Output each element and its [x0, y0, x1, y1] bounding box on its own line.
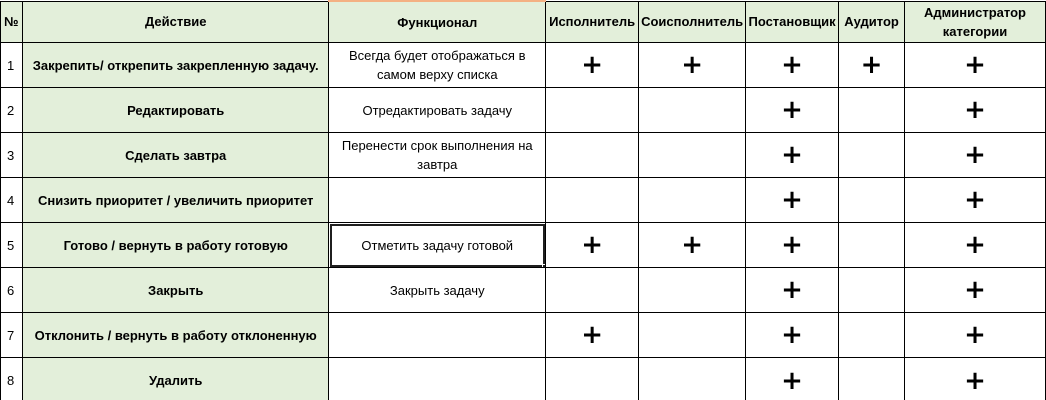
plus-mark: + [964, 95, 986, 125]
table-row [1, 358, 1046, 400]
header-row [1, 1, 1046, 43]
plus-mark: + [581, 50, 603, 80]
function-cell[interactable] [329, 178, 546, 223]
setter-permission-cell[interactable] [746, 88, 839, 133]
setter-permission-cell[interactable] [746, 268, 839, 313]
action-cell[interactable]: Закрыть [22, 268, 328, 313]
plus-mark: + [681, 50, 703, 80]
fill-handle[interactable] [542, 264, 546, 268]
auditor-permission-cell[interactable] [839, 178, 905, 223]
row-number-cell[interactable]: 5 [1, 223, 23, 268]
row-number-cell[interactable]: 7 [1, 313, 23, 358]
action-cell[interactable]: Готово / вернуть в работу готовую [22, 223, 328, 268]
auditor-permission-cell[interactable] [839, 313, 905, 358]
coexecutor-permission-cell[interactable] [639, 133, 746, 178]
table-row [1, 178, 1046, 223]
row-number-cell[interactable]: 2 [1, 88, 23, 133]
plus-mark: + [781, 185, 803, 215]
plus-mark: + [964, 230, 986, 260]
plus-mark: + [581, 230, 603, 260]
plus-mark: + [964, 275, 986, 305]
executor-permission-cell[interactable] [546, 223, 639, 268]
row-number-cell[interactable]: 8 [1, 358, 23, 400]
coexecutor-permission-cell[interactable] [639, 358, 746, 400]
setter-permission-cell[interactable] [746, 43, 839, 88]
table-row [1, 223, 1046, 268]
coexecutor-permission-cell[interactable] [639, 268, 746, 313]
row-number-cell[interactable]: 1 [1, 43, 23, 88]
coexecutor-permission-cell[interactable] [639, 178, 746, 223]
row-number-cell[interactable]: 3 [1, 133, 23, 178]
coexecutor-permission-cell[interactable] [639, 223, 746, 268]
auditor-permission-cell[interactable] [839, 358, 905, 400]
setter-permission-cell[interactable] [746, 223, 839, 268]
admin-permission-cell[interactable] [905, 313, 1046, 358]
auditor-permission-cell[interactable] [839, 43, 905, 88]
plus-mark: + [781, 365, 803, 396]
action-cell[interactable]: Снизить приоритет / увеличить приоритет [22, 178, 328, 223]
table-row [1, 43, 1046, 88]
plus-mark: + [964, 50, 986, 80]
auditor-permission-cell[interactable] [839, 88, 905, 133]
function-cell[interactable] [329, 223, 546, 268]
action-cell[interactable]: Сделать завтра [22, 133, 328, 178]
header-setter[interactable]: Постановщик [746, 1, 839, 43]
setter-permission-cell[interactable] [746, 313, 839, 358]
setter-permission-cell[interactable] [746, 358, 839, 400]
plus-mark: + [964, 365, 986, 396]
admin-permission-cell[interactable] [905, 43, 1046, 88]
row-number-cell[interactable]: 4 [1, 178, 23, 223]
executor-permission-cell[interactable] [546, 133, 639, 178]
header-auditor[interactable]: Аудитор [839, 1, 905, 43]
action-cell[interactable]: Закрепить/ открепить закрепленную задачу. [22, 43, 328, 88]
table-row [1, 88, 1046, 133]
row-number-cell[interactable]: 6 [1, 268, 23, 313]
header-action[interactable]: Действие [22, 1, 328, 43]
executor-permission-cell[interactable] [546, 313, 639, 358]
plus-mark: + [781, 275, 803, 305]
plus-mark: + [681, 230, 703, 260]
executor-permission-cell[interactable] [546, 268, 639, 313]
function-cell[interactable] [329, 358, 546, 400]
header-executor[interactable]: Исполнитель [546, 1, 639, 43]
plus-mark: + [781, 230, 803, 260]
admin-permission-cell[interactable] [905, 223, 1046, 268]
header-admin[interactable]: Администратор категории [905, 1, 1046, 43]
function-cell[interactable]: Закрыть задачу [329, 268, 546, 313]
coexecutor-permission-cell[interactable] [639, 43, 746, 88]
admin-permission-cell[interactable] [905, 133, 1046, 178]
plus-mark: + [781, 140, 803, 170]
function-cell[interactable]: Всегда будет отображаться в самом верху списка [329, 43, 546, 88]
function-cell[interactable]: Перенести срок выполнения на завтра [329, 133, 546, 178]
header-func[interactable]: Функционал [329, 1, 546, 43]
coexecutor-permission-cell[interactable] [639, 313, 746, 358]
admin-permission-cell[interactable] [905, 178, 1046, 223]
plus-mark: + [781, 320, 803, 350]
function-cell[interactable]: Отредактировать задачу [329, 88, 546, 133]
auditor-permission-cell[interactable] [839, 268, 905, 313]
setter-permission-cell[interactable] [746, 133, 839, 178]
executor-permission-cell[interactable] [546, 178, 639, 223]
table-row [1, 268, 1046, 313]
plus-mark: + [964, 185, 986, 215]
action-cell[interactable]: Редактировать [22, 88, 328, 133]
header-num[interactable]: № [1, 1, 23, 43]
header-coexecutor[interactable]: Соисполнитель [639, 1, 746, 43]
table-row [1, 313, 1046, 358]
plus-mark: + [964, 320, 986, 350]
table-body [1, 43, 1046, 400]
table-row [1, 133, 1046, 178]
executor-permission-cell[interactable] [546, 43, 639, 88]
admin-permission-cell[interactable] [905, 358, 1046, 400]
plus-mark: + [964, 140, 986, 170]
action-cell[interactable]: Отклонить / вернуть в работу отклоненную [22, 313, 328, 358]
plus-mark: + [860, 50, 883, 80]
executor-permission-cell[interactable] [546, 88, 639, 133]
setter-permission-cell[interactable] [746, 178, 839, 223]
plus-mark: + [781, 95, 803, 125]
coexecutor-permission-cell[interactable] [639, 88, 746, 133]
plus-mark: + [581, 320, 603, 350]
admin-permission-cell[interactable] [905, 88, 1046, 133]
function-cell-text: Отметить задачу готовой [361, 237, 514, 253]
admin-permission-cell[interactable] [905, 268, 1046, 313]
auditor-permission-cell[interactable] [839, 223, 905, 268]
plus-mark: + [781, 50, 803, 80]
executor-permission-cell[interactable] [546, 358, 639, 400]
function-cell[interactable] [329, 313, 546, 358]
auditor-permission-cell[interactable] [839, 133, 905, 178]
action-cell[interactable]: Удалить [22, 358, 328, 400]
